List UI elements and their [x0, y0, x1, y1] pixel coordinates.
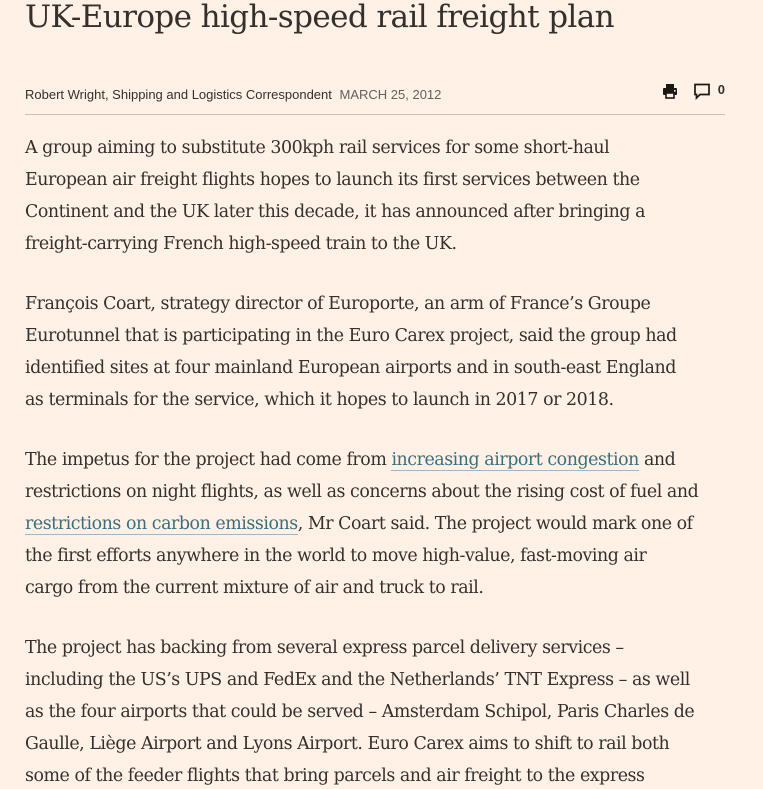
text-segment: The impetus for the project had come from	[25, 450, 392, 470]
text-line: the first efforts anywhere in the world to move high-value, fast-moving air	[25, 546, 647, 566]
text-line: cargo from the current mixture of air and truck to rail.	[25, 578, 484, 598]
text-segment: , Mr Coart said. The project would mark one of	[297, 514, 693, 534]
author-link[interactable]: Robert Wright, Shipping and Logistics Correspondent	[25, 87, 332, 102]
carbon-emissions-link[interactable]: restrictions on carbon emissions	[25, 514, 298, 534]
text-line: identified sites at four mainland European airports and in south-east England	[25, 358, 676, 378]
byline-row	[25, 78, 725, 115]
print-icon[interactable]	[660, 81, 680, 101]
text-line: The project has backing from several express parcel delivery services –	[25, 638, 624, 658]
byline	[25, 86, 441, 104]
comment-count[interactable]: 0	[717, 81, 725, 97]
text-line: Gaulle, Liège Airport and Lyons Airport. Euro Carex aims to shift to rail both	[25, 734, 670, 754]
article-body	[25, 132, 725, 789]
text-line: including the US’s UPS and FedEx and the Netherlands’ TNT Express – as well	[25, 670, 690, 690]
article-tools	[660, 80, 725, 102]
airport-congestion-link[interactable]: increasing airport congestion	[391, 450, 639, 470]
text-line: François Coart, strategy director of Europorte, an arm of France’s Groupe	[25, 294, 651, 314]
text-line: some of the feeder flights that bring parcels and air freight to the express	[25, 766, 645, 786]
headline: UK-Europe high-speed rail freight plan	[25, 0, 614, 35]
text-line: European air freight flights hopes to launch its first services between the	[25, 170, 640, 190]
publish-date: MARCH 25, 2012	[339, 87, 442, 102]
text-line: Eurotunnel that is participating in the Euro Carex project, said the group had	[25, 326, 677, 346]
text-line: A group aiming to substitute 300kph rail services for some short-haul	[25, 138, 610, 158]
paragraph-3	[25, 444, 725, 604]
comment-icon[interactable]	[692, 81, 712, 101]
paragraph-2	[25, 288, 725, 416]
text-segment: and	[638, 450, 676, 470]
paragraph-1	[25, 132, 725, 260]
text-line: as the four airports that could be served – Amsterdam Schipol, Paris Charles de	[25, 702, 695, 722]
text-line: Continent and the UK later this decade, it has announced after bringing a	[25, 202, 646, 222]
paragraph-4	[25, 632, 725, 789]
text-line: as terminals for the service, which it hopes to launch in 2017 or 2018.	[25, 390, 614, 410]
text-line: freight-carrying French high-speed train to the UK.	[25, 234, 457, 254]
text-line: restrictions on night flights, as well as concerns about the rising cost of fuel and	[25, 482, 699, 502]
